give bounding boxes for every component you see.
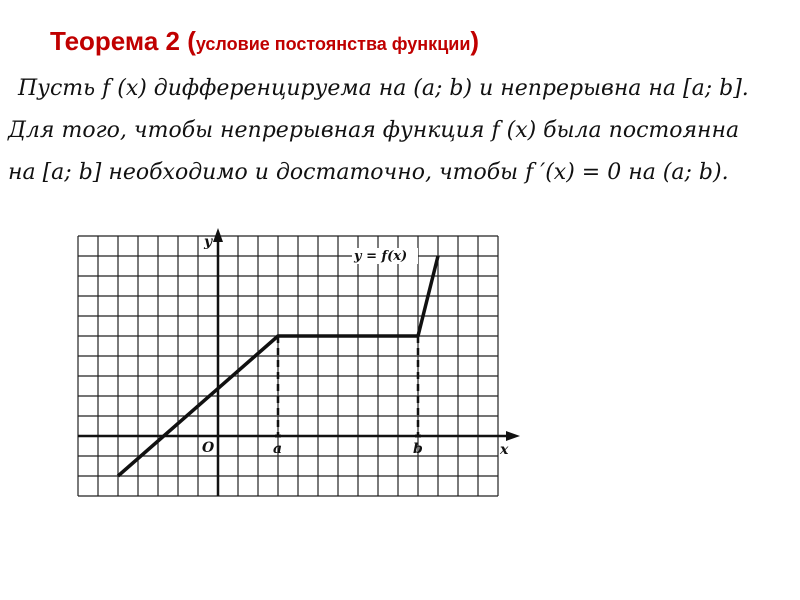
- theorem-conclusion-line: на [a; b] необходимо и достаточно, чтобы f ′(x) = 0 на (a; b).: [8, 160, 729, 185]
- function-graph: [70, 228, 509, 494]
- x-axis-arrow: [506, 431, 520, 441]
- y-axis-label: y: [204, 234, 213, 250]
- point-a-label: a: [273, 441, 283, 457]
- theorem-title-main: Теорема 2: [50, 26, 188, 56]
- title-close-paren: ): [470, 26, 480, 56]
- theorem-statement-line: Для того, чтобы непрерывная функция f (x) была постоянна: [8, 118, 740, 143]
- theorem-condition-line: Пусть f (x) дифференцируема на (a; b) и непрерывна на [a; b].: [18, 76, 749, 101]
- point-b-label: b: [413, 441, 423, 457]
- function-label: y = f(x): [354, 249, 408, 264]
- origin-label: O: [202, 440, 215, 456]
- theorem-title: [50, 26, 479, 57]
- title-open-paren: (: [187, 26, 196, 56]
- dashed-guides: [275, 336, 421, 436]
- theorem-subtitle: условие постоянства функции: [195, 34, 471, 54]
- y-axis-arrow: [213, 228, 223, 242]
- graph-labels: [202, 234, 509, 458]
- x-axis-label: x: [500, 442, 509, 458]
